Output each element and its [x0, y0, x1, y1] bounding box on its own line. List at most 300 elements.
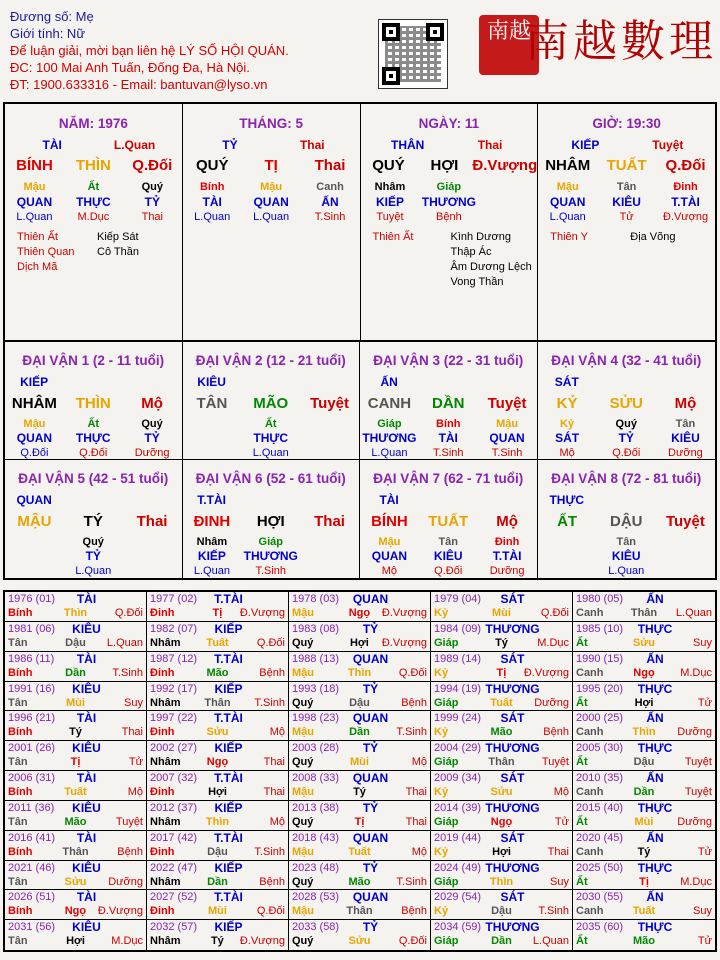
year-label: 1985 (10)	[576, 622, 624, 635]
dai-van-stage-row-2: Dưỡng	[489, 565, 525, 577]
year-label: 1977 (02)	[150, 593, 198, 605]
year-cell	[431, 861, 573, 891]
four-pillars-grid	[3, 102, 717, 342]
year-branch: Thìn	[489, 875, 514, 888]
dai-van-main-row-0: KỶ	[556, 394, 578, 412]
year-cell	[431, 771, 573, 801]
pillar-stars-right	[451, 230, 532, 290]
year-god: QUAN	[352, 651, 389, 666]
dai-van-main-row-2: Mộ	[141, 394, 163, 412]
star-label: Thập Ác	[450, 246, 492, 258]
year-branch: Mùi	[350, 756, 369, 769]
year-stage: Tử	[697, 845, 712, 858]
year-cell	[5, 771, 147, 801]
year-stem: Kỷ	[434, 726, 449, 739]
year-label: 1978 (03)	[292, 593, 340, 605]
dai-van-stage-row	[360, 562, 537, 580]
year-god: KIẾP	[214, 800, 243, 815]
year-stem: Đinh	[150, 786, 175, 798]
dai-van-hidden-god-row-1: TỶ	[85, 549, 101, 563]
year-god: THƯƠNG	[485, 681, 540, 696]
pillar-hidden-god-row-0: QUAN	[550, 195, 586, 209]
pillar-title: THÁNG: 5	[239, 116, 303, 131]
year-god: TỶ	[362, 741, 379, 756]
dai-van-hidden-stem-row-2: Quý	[141, 418, 163, 430]
star-label: Cô Thần	[97, 246, 139, 258]
year-god: THỰC	[637, 920, 673, 935]
year-stage: Dưỡng	[677, 726, 712, 739]
year-stem: Quý	[292, 875, 314, 888]
year-stem: Mậu	[292, 845, 314, 858]
year-stage: Bệnh	[259, 875, 285, 888]
year-detail-row	[8, 905, 143, 917]
dai-van-stage-row-2: Dưỡng	[134, 447, 170, 459]
dai-van-hidden-stem-row-1: Bính	[436, 418, 461, 430]
year-detail-row	[434, 607, 569, 619]
year-detail-row	[8, 607, 143, 619]
dai-van-hidden-stem-row-0: Mậu	[378, 536, 401, 548]
year-detail-row	[292, 667, 427, 679]
dai-van-main-row-2: Thai	[314, 512, 345, 530]
year-branch: Tị	[354, 815, 365, 828]
pillar-god-row	[538, 136, 715, 154]
pillar-2	[183, 104, 361, 340]
year-god: TÀI	[76, 592, 97, 606]
year-branch: Thân	[62, 845, 89, 858]
year-god: QUAN	[352, 711, 389, 726]
year-stem: Ất	[576, 875, 588, 888]
year-cell	[289, 741, 431, 771]
star-label: Thiên Quan	[17, 246, 75, 258]
year-stem: Tân	[8, 756, 28, 769]
year-detail-row	[576, 935, 712, 947]
year-stage: Mộ	[127, 786, 143, 798]
pillar-hidden-god-row-1: KIÊU	[612, 195, 641, 209]
year-stem: Kỷ	[434, 666, 449, 679]
dai-van-stage-row	[5, 562, 182, 580]
year-god: T.TÀI	[214, 711, 243, 726]
year-stem: Mậu	[292, 905, 314, 918]
year-stage: Q.Đối	[114, 607, 143, 619]
pillar-main-row-1: THÌN	[75, 156, 111, 174]
pillar-stage-row-2: Thai	[141, 211, 163, 223]
year-god: TỶ	[362, 621, 379, 636]
pillar-god-row-0: TÀI	[42, 138, 62, 152]
dai-van-title: ĐẠI VẬN 4 (32 - 41 tuổi)	[551, 353, 702, 368]
year-label: 2022 (47)	[150, 861, 198, 874]
pillar-main-row	[361, 156, 538, 174]
year-branch: Hợi	[208, 786, 227, 798]
dai-van-stage-row-1: L.Quan	[608, 565, 645, 577]
dai-van-top-god: KIẾP	[20, 375, 49, 389]
star-label: Thiên Ất	[17, 231, 58, 243]
year-stage: Tử	[697, 696, 712, 709]
dai-van-hidden-stem-row-1: Tân	[616, 536, 637, 548]
dai-van-title: ĐẠI VẬN 7 (62 - 71 tuổi)	[373, 471, 524, 486]
year-cell	[289, 890, 431, 920]
year-cell	[289, 652, 431, 682]
year-detail-row	[292, 726, 427, 738]
year-label: 2030 (55)	[576, 891, 624, 904]
year-stage: Thai	[405, 815, 427, 828]
year-god: THỰC	[637, 741, 673, 756]
pillar-title: NGÀY: 11	[418, 116, 480, 131]
dai-van-hidden-god-row-1: THỰC	[253, 431, 289, 445]
star-label: Dịch Mã	[17, 261, 58, 273]
year-god: THỰC	[637, 681, 673, 696]
year-branch: Dần	[207, 875, 228, 888]
year-branch: Thân	[630, 607, 658, 619]
year-god: TÀI	[76, 830, 97, 845]
dai-van-main-row	[5, 512, 182, 530]
year-stem: Ất	[576, 696, 588, 709]
year-god: QUAN	[352, 592, 389, 606]
dai-van-4	[538, 342, 716, 460]
year-branch: Hợi	[634, 696, 654, 709]
year-label: 2034 (59)	[434, 921, 482, 934]
year-stage: T.Sinh	[254, 845, 285, 858]
year-branch: Thân	[346, 905, 373, 918]
dai-van-hidden-stem-row-1: Giáp	[258, 536, 283, 548]
year-cell	[431, 622, 573, 652]
pillar-stage-row	[183, 208, 360, 226]
year-label: 2035 (60)	[576, 921, 624, 934]
year-cell	[431, 741, 573, 771]
pillar-hidden-god-row-0: TÀI	[202, 195, 222, 209]
pillar-stage-row	[538, 208, 715, 226]
year-branch: Mão	[348, 875, 371, 888]
year-cell	[147, 741, 289, 771]
year-detail-row	[576, 786, 712, 798]
year-stage: Bệnh	[259, 666, 285, 679]
year-label: 2028 (53)	[292, 891, 340, 904]
dai-van-hidden-god-row-2: KIÊU	[671, 431, 700, 445]
year-stage: Q.Đối	[398, 666, 427, 679]
year-stem: Nhâm	[150, 815, 181, 828]
year-label: 2005 (30)	[576, 742, 624, 755]
year-branch: Tý	[637, 845, 651, 858]
year-stem: Mậu	[292, 607, 314, 619]
dai-van-top-god: THỰC	[549, 493, 585, 507]
year-label: 2024 (49)	[434, 861, 482, 874]
year-stem: Canh	[576, 726, 604, 739]
year-detail-row	[150, 756, 285, 768]
year-stage: Suy	[693, 636, 712, 649]
year-cell	[289, 771, 431, 801]
pillar-god-row	[5, 136, 182, 154]
year-god: TỶ	[362, 920, 379, 935]
year-detail-row	[292, 816, 427, 828]
year-cell	[573, 592, 715, 622]
year-branch: Tý	[353, 786, 366, 798]
dai-van-title: ĐẠI VẬN 5 (42 - 51 tuổi)	[18, 471, 169, 486]
year-branch: Ngọ	[633, 666, 655, 679]
year-detail-row	[434, 667, 569, 679]
dai-van-hidden-god-row-0: QUAN	[16, 431, 53, 445]
pillar-1	[5, 104, 183, 340]
contact-note: Để luận giải, mời bạn liên hệ LÝ SỐ HỘI QUÁN.	[10, 43, 289, 58]
dai-van-stage-row-0: Q.Đối	[20, 447, 49, 459]
dai-van-main-row-1: SỬU	[609, 394, 643, 412]
year-stem: Nhâm	[150, 756, 181, 769]
year-label: 1981 (06)	[8, 622, 56, 635]
year-stage: T.Sinh	[538, 905, 569, 918]
year-cell	[431, 592, 573, 622]
year-branch: Ngọ	[490, 815, 513, 828]
year-cell	[289, 711, 431, 741]
dai-van-hidden-god-row-1: KIÊU	[611, 549, 641, 563]
dai-van-main-row	[360, 394, 537, 412]
year-stage: Thai	[547, 845, 569, 858]
dai-van-hidden-god-row-0: QUAN	[371, 549, 408, 563]
year-stage: M.Dục	[680, 666, 712, 679]
year-detail-row	[292, 846, 427, 858]
year-detail-row	[150, 637, 285, 649]
year-god: THỰC	[637, 621, 673, 636]
year-branch: Dậu	[207, 845, 228, 858]
dai-van-main-row	[183, 512, 360, 530]
year-god: TỶ	[362, 800, 379, 815]
year-cell	[5, 592, 147, 622]
dai-van-hidden-god-row-2: T.TÀI	[492, 549, 522, 563]
dai-van-top-god: SÁT	[554, 375, 579, 389]
pillar-hidden-stem-row-0: Bính	[199, 181, 225, 193]
dai-van-stage-row-0: L.Quan	[193, 565, 230, 577]
year-label: 2009 (34)	[434, 772, 482, 784]
dai-van-title: ĐẠI VẬN 2 (12 - 21 tuổi)	[195, 353, 346, 368]
year-god: SÁT	[500, 890, 525, 905]
dai-van-grid	[3, 340, 717, 580]
year-detail-row	[8, 846, 143, 858]
year-god: KIÊU	[72, 741, 101, 756]
year-label: 1988 (13)	[292, 652, 340, 665]
owner-gender: Giới tính: Nữ	[10, 26, 86, 41]
dai-van-7	[360, 460, 538, 578]
year-detail-row	[434, 726, 569, 738]
year-label: 2003 (28)	[292, 742, 340, 755]
dai-van-1	[5, 342, 183, 460]
pillar-hidden-stem-row-0: Mậu	[556, 181, 579, 193]
year-label: 2016 (41)	[8, 831, 56, 844]
year-god: TỶ	[362, 860, 379, 875]
year-cell	[573, 711, 715, 741]
dai-van-stage-row-1: T.Sinh	[432, 447, 464, 459]
dai-van-hidden-stem-row-2: Mậu	[496, 418, 519, 430]
year-detail-row	[434, 816, 569, 828]
year-label: 2000 (25)	[576, 712, 624, 725]
year-detail-row	[150, 935, 285, 947]
dai-van-top-god: T.TÀI	[197, 493, 226, 507]
year-branch: Dậu	[633, 756, 655, 769]
year-stage: Mộ	[269, 726, 285, 739]
pillar-hidden-stem-row-1: Ất	[87, 181, 100, 193]
year-cell	[147, 682, 289, 712]
dai-van-hidden-god-row-2: QUAN	[489, 431, 525, 445]
year-stem: Tân	[8, 815, 28, 828]
year-label: 2010 (35)	[576, 772, 624, 784]
year-stem: Giáp	[434, 636, 459, 649]
pillar-stage-row-0: L.Quan	[549, 211, 586, 223]
pillar-stars-left	[17, 230, 74, 275]
year-branch: Hợi	[349, 636, 369, 649]
dai-van-stage-row-1: Q.Đối	[612, 447, 641, 459]
year-cell	[573, 622, 715, 652]
year-label: 2027 (52)	[150, 891, 198, 904]
year-label: 1976 (01)	[8, 593, 56, 605]
year-stem: Giáp	[434, 935, 459, 948]
year-stage: Q.Đối	[256, 636, 285, 649]
year-stem: Tân	[8, 875, 28, 888]
year-stage: L.Quan	[106, 636, 143, 649]
year-stem: Quý	[292, 756, 314, 769]
year-stage: T.Sinh	[396, 726, 427, 739]
pillar-hidden-stem-row-1: Mậu	[260, 181, 283, 193]
star-label: Kiếp Sát	[97, 231, 139, 243]
year-detail-row	[576, 846, 712, 858]
dai-van-stage-row-1: L.Quan	[252, 447, 289, 459]
year-stem: Kỷ	[434, 786, 449, 798]
year-god: QUAN	[352, 830, 389, 845]
year-branch: Mùi	[634, 815, 654, 828]
pillar-hidden-god-row-0: KIẾP	[375, 195, 404, 209]
year-cell	[147, 771, 289, 801]
contact-phone-email: ĐT: 1900.633316 - Email: bantuvan@lyso.vn	[10, 77, 268, 92]
dai-van-top-god: TÀI	[379, 493, 399, 507]
dai-van-hidden-god-row-0: KIẾP	[197, 549, 226, 563]
year-branch: Tý	[210, 935, 224, 948]
year-detail-row	[292, 756, 427, 768]
year-cell	[431, 682, 573, 712]
year-stem: Canh	[576, 905, 604, 918]
year-branch: Tị	[70, 756, 81, 769]
year-cell	[573, 652, 715, 682]
year-god: ẤN	[646, 592, 664, 606]
year-cell	[5, 831, 147, 861]
qr-code	[378, 19, 448, 89]
year-branch: Ngọ	[206, 756, 229, 769]
year-god: THƯƠNG	[485, 621, 540, 636]
dai-van-hidden-god-row-1: TỶ	[618, 431, 634, 445]
year-stage: Tuyệt	[115, 815, 143, 828]
year-detail-row	[8, 697, 143, 709]
year-detail-row	[8, 667, 143, 679]
year-cell	[573, 771, 715, 801]
pillar-main-row-0: NHÂM	[545, 156, 591, 174]
year-god: ẤN	[646, 830, 664, 845]
year-label: 2026 (51)	[8, 891, 56, 904]
year-stem: Nhâm	[150, 636, 181, 649]
dai-van-6	[183, 460, 361, 578]
year-label: 1990 (15)	[576, 652, 624, 665]
year-cell	[147, 861, 289, 891]
year-label: 1995 (20)	[576, 682, 624, 695]
year-stage: Thai	[263, 756, 285, 769]
year-god: KIÊU	[72, 800, 101, 815]
year-god: KIẾP	[214, 741, 243, 756]
year-label: 2023 (48)	[292, 861, 340, 874]
year-god: TÀI	[76, 771, 97, 785]
seal-stamp: 南越	[479, 15, 539, 75]
year-stage: Tuyệt	[684, 756, 712, 769]
pillar-hidden-stem-row-2: Đinh	[673, 181, 698, 193]
pillar-main-row-1: HỢI	[430, 156, 459, 174]
dai-van-main-row	[360, 512, 537, 530]
year-stem: Đinh	[150, 905, 175, 918]
year-branch: Tý	[69, 726, 82, 739]
dai-van-stage-row-0: Mộ	[559, 447, 575, 459]
year-label: 1989 (14)	[434, 652, 482, 665]
year-cell	[573, 890, 715, 920]
year-cell	[431, 920, 573, 950]
year-stage: M.Dục	[537, 636, 569, 649]
year-stage: Bệnh	[401, 905, 427, 918]
year-detail-row	[150, 697, 285, 709]
year-cell	[147, 711, 289, 741]
year-detail-row	[434, 786, 569, 798]
year-god: KIÊU	[72, 920, 101, 935]
pillar-stage-row-1: M.Dục	[77, 211, 110, 223]
dai-van-top-god: ẤN	[380, 375, 398, 389]
year-cell	[289, 920, 431, 950]
year-label: 2025 (50)	[576, 861, 624, 874]
year-detail-row	[434, 697, 569, 709]
year-god: ẤN	[646, 771, 664, 785]
year-label: 1991 (16)	[8, 682, 56, 695]
year-stem: Bính	[8, 905, 33, 918]
pillar-main-row	[183, 156, 360, 174]
year-stage: Suy	[550, 875, 569, 888]
dai-van-stage-row	[183, 562, 360, 580]
pillar-stars-left	[373, 230, 414, 245]
year-stage: L.Quan	[675, 607, 712, 619]
year-stage: Bệnh	[117, 845, 143, 858]
pillar-stage-row	[5, 208, 182, 226]
year-stage: Đ.Vượng	[97, 905, 143, 918]
dai-van-main-row-2: Tuyệt	[487, 394, 527, 412]
pillar-title: GIỜ: 19:30	[592, 116, 661, 131]
year-stem: Ất	[576, 815, 588, 828]
year-detail-row	[576, 905, 712, 917]
year-stem: Tân	[8, 935, 28, 948]
year-god: SÁT	[500, 830, 525, 845]
dai-van-main-row-0: ẤT	[557, 512, 578, 530]
year-stem: Giáp	[434, 815, 459, 828]
year-branch: Sửu	[490, 786, 513, 798]
pillar-main-row-0: BÍNH	[16, 156, 53, 174]
pillar-hidden-stem-row-2: Quý	[141, 181, 163, 193]
year-god: KIÊU	[72, 681, 101, 696]
year-god: T.TÀI	[214, 830, 243, 845]
year-stage: Mộ	[269, 815, 285, 828]
year-god: SÁT	[500, 771, 525, 785]
year-branch: Tuất	[206, 636, 229, 649]
star-label: Âm Dương Lệch	[450, 261, 532, 273]
year-stage: Mộ	[411, 845, 427, 858]
year-stem: Mậu	[292, 666, 314, 679]
year-branch: Thìn	[632, 726, 656, 739]
year-stem: Bính	[8, 607, 33, 619]
year-label: 2017 (42)	[150, 831, 198, 844]
year-label: 2004 (29)	[434, 742, 482, 755]
year-stem: Mậu	[292, 786, 314, 798]
year-branch: Dần	[349, 726, 370, 739]
year-stem: Tân	[8, 696, 28, 709]
year-stem: Kỷ	[434, 905, 449, 918]
pillar-4	[538, 104, 715, 340]
year-cell	[431, 890, 573, 920]
year-branch: Mão	[632, 935, 655, 948]
dai-van-top-god: QUAN	[16, 493, 52, 507]
